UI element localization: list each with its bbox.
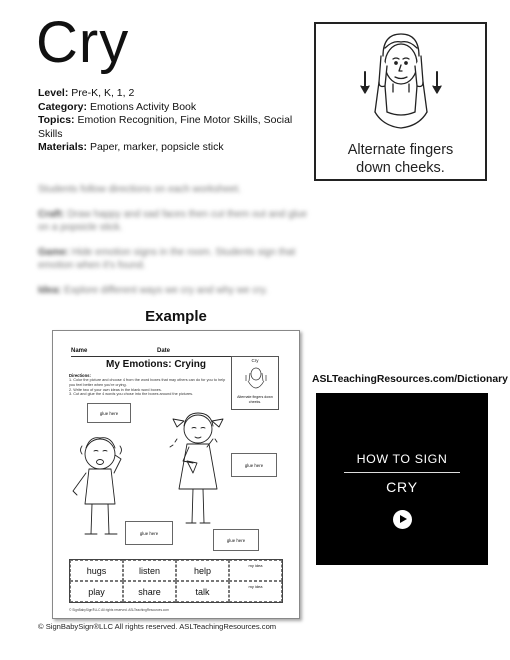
category-value: Emotions Activity Book	[89, 100, 197, 113]
topics-label: Topics:	[38, 114, 75, 127]
play-button[interactable]	[393, 510, 412, 529]
worksheet-sign-caption: Alternate fingers down cheeks.	[237, 395, 273, 404]
intro-text: Students follow directions on each worksheet.	[38, 184, 241, 195]
game-text: Hide emotion signs in the room. Students sign that emotion when it's found.	[38, 247, 296, 271]
sign-illustration-box	[314, 22, 487, 181]
sign-caption-line-2: down cheeks.	[356, 160, 445, 176]
game-label: Game:	[38, 247, 70, 258]
word-bank	[69, 559, 283, 603]
word-bank-cell[interactable]: play	[70, 581, 123, 602]
word-bank-cell[interactable]: talk	[176, 581, 229, 602]
activity-meta	[38, 87, 308, 155]
word-bank-cell[interactable]: hugs	[70, 560, 123, 581]
video-divider	[344, 472, 460, 473]
worksheet-date-label: Date	[157, 348, 171, 354]
level-value: Pre-K, K, 1, 2	[71, 87, 135, 99]
word-bank-cell[interactable]: my idea	[229, 560, 282, 581]
video-thumbnail[interactable]	[316, 393, 488, 565]
level-row	[38, 87, 308, 101]
word-bank-cell[interactable]: help	[176, 560, 229, 581]
page-title: Cry	[36, 10, 130, 75]
idea-text: Explore different ways we cry and why we cry.	[64, 285, 268, 296]
craft-paragraph	[38, 208, 318, 234]
word-bank-cell[interactable]: listen	[123, 560, 176, 581]
cry-sign-illustration	[353, 26, 449, 136]
play-icon	[400, 515, 407, 523]
glue-here-label: glue here	[139, 530, 159, 536]
blurred-activity-description	[38, 183, 318, 309]
topics-value: Emotion Recognition, Fine Motor Skills, Social Skills	[38, 114, 293, 140]
worksheet-heading: My Emotions: Crying	[105, 359, 206, 370]
direction-item: 3. Cut and glue the 4 words you chose into the boxes around the pictures.	[69, 392, 194, 397]
word-bank-cell[interactable]: share	[123, 581, 176, 602]
worksheet-footer: © SignBabySign®LLC All rights reserved. ASLTeachingResources.com	[69, 608, 169, 612]
worksheet-directions	[69, 378, 229, 397]
example-heading: Example	[145, 308, 207, 325]
worksheet-name-label: Name	[71, 348, 88, 354]
glue-here-box[interactable]	[213, 529, 259, 551]
category-label: Category:	[38, 100, 88, 113]
video-label: HOW TO SIGN	[356, 452, 448, 466]
game-paragraph	[38, 246, 318, 272]
glue-here-label: glue here	[99, 410, 119, 416]
direction-item: 1. Color the picture and choose 4 from the word boxes that may others can do for you to help you feel better when you're crying.	[69, 378, 226, 387]
glue-here-box[interactable]	[231, 453, 277, 477]
idea-label: Idea:	[38, 285, 62, 296]
worksheet-preview[interactable]	[52, 330, 300, 619]
worksheet-sign-word: Cry	[251, 358, 259, 363]
word-bank-cell[interactable]: my idea	[229, 581, 282, 602]
video-word: CRY	[386, 479, 418, 495]
worksheet-directions-title: Directions:	[69, 373, 91, 378]
idea-paragraph	[38, 284, 318, 297]
dictionary-link[interactable]: ASLTeachingResources.com/Dictionary	[312, 374, 508, 385]
materials-value: Paper, marker, popsicle stick	[89, 141, 224, 154]
worksheet-sign-thumbnail-illustration	[244, 365, 268, 393]
level-label: Level:	[38, 87, 69, 99]
glue-here-box[interactable]	[125, 521, 173, 545]
glue-here-box[interactable]	[87, 403, 131, 423]
craft-label: Craft:	[38, 209, 65, 220]
materials-label: Materials:	[38, 141, 88, 154]
sign-caption-line-1: Alternate fingers	[347, 142, 454, 158]
topics-row	[38, 114, 308, 141]
glue-here-label: glue here	[244, 462, 264, 468]
copyright-notice: © SignBabySign®LLC All rights reserved. ASLTeachingResources.com	[38, 622, 277, 631]
direction-item: 2. Write two of your own ideas in the blank word boxes.	[69, 387, 162, 392]
sign-caption	[316, 141, 485, 177]
category-row	[38, 101, 308, 115]
craft-text: Draw happy and sad faces then cut them out and glue on a popsicle stick.	[38, 209, 308, 233]
materials-row	[38, 141, 308, 155]
glue-here-label: glue here	[226, 537, 246, 543]
